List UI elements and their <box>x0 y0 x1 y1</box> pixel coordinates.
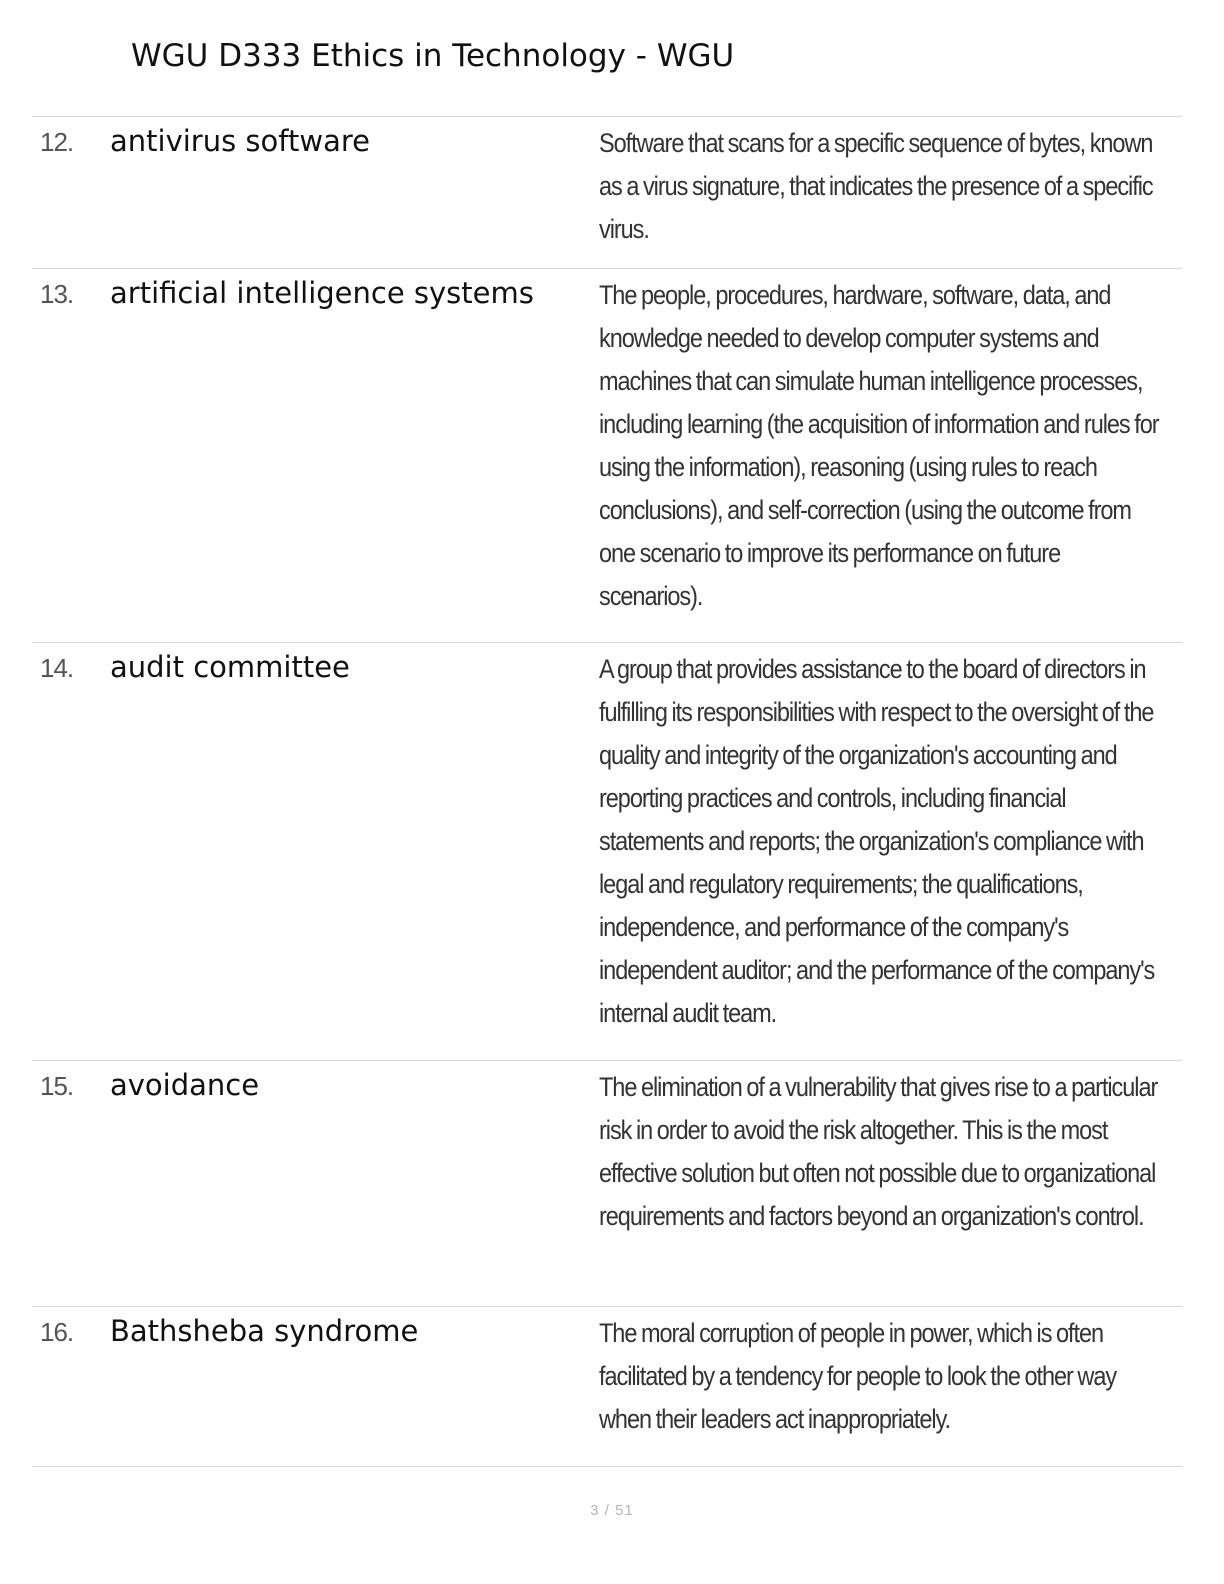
term-number: 15. <box>40 1071 74 1101</box>
term-number: 16. <box>40 1317 74 1347</box>
term-name: audit committee <box>110 650 350 684</box>
term-row <box>32 1061 1182 1307</box>
term-row <box>32 643 1182 1061</box>
term-definition-text: The people, procedures, hardware, software, data, and knowledge needed to develop computer systems and machines that can simulate human intelligence processes, including learning (the acquisition of information and rules for using the information), reasoning (using rules to reach conclusions), and self-correction (using the outcome from one scenario to improve its performance on future scenarios). <box>599 280 1159 611</box>
term-row <box>32 1307 1182 1467</box>
term-row <box>32 117 1182 269</box>
term-name: avoidance <box>110 1068 260 1102</box>
term-number: 13. <box>40 279 74 309</box>
term-row <box>32 269 1182 643</box>
term-definition <box>599 1307 1117 1466</box>
term-definition-text: Software that scans for a specific sequence of bytes, known as a virus signature, that indicates the presence of a specific virus. <box>599 128 1153 244</box>
term-definition-text: The elimination of a vulnerability that gives rise to a particular risk in order to avoid the risk altogether. This is the most effective solution but often not possible due to organizational requirements and factors beyond an organization's control. <box>599 1072 1158 1231</box>
term-definition-text: The moral corruption of people in power, which is often facilitated by a tendency for people to look the other way when their leaders act inappropriately. <box>599 1318 1117 1434</box>
term-name: artificial intelligence systems <box>110 276 534 310</box>
term-definition <box>599 1061 1158 1306</box>
term-name: antivirus software <box>110 124 370 158</box>
term-number: 12. <box>40 127 74 157</box>
term-definition <box>599 643 1155 1060</box>
term-definition <box>599 117 1153 268</box>
term-definition <box>599 269 1159 642</box>
term-list <box>32 116 1182 1467</box>
term-name: Bathsheba syndrome <box>110 1314 419 1348</box>
term-number: 14. <box>40 653 74 683</box>
page-number: 3 / 51 <box>590 1502 634 1519</box>
term-definition-text: A group that provides assistance to the board of directors in fulfilling its responsibilities with respect to the oversight of the quality and integrity of the organization's accounting and reporting practices and controls, including financial statements and reports; the organization's compliance with legal and regulatory requirements; the qualifications, independence, and performance of the company's independent auditor; and the performance of the company's internal audit team. <box>599 654 1155 1028</box>
document-title: WGU D333 Ethics in Technology - WGU <box>131 38 735 74</box>
